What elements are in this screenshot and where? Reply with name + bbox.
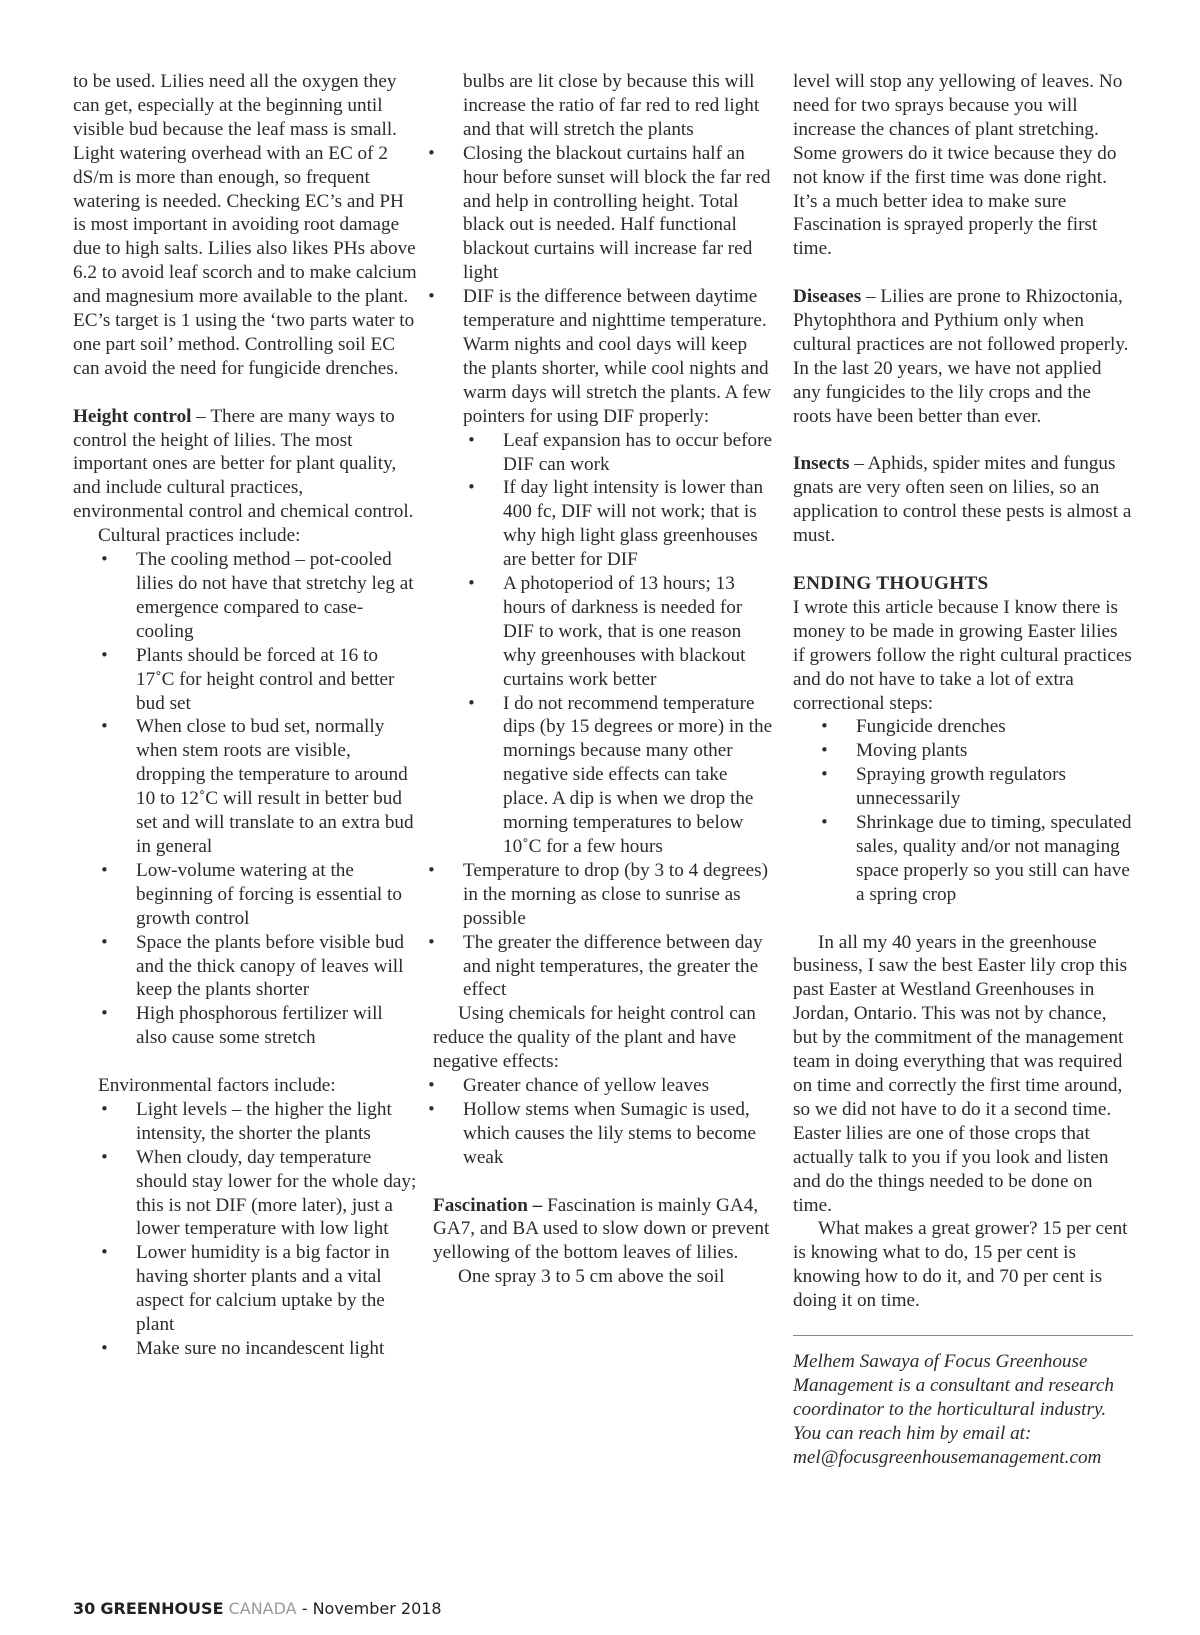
list-item: • Temperature to drop (by 3 to 4 degrees) in the morning as close to sunrise as possible — [400, 859, 773, 931]
list-item: • DIF is the difference between daytime temperature and nighttime temperature. Warm nights and cool days will keep the plants shorter, while cool nights and warm days will stretch the plants. A few pointers for using DIF properly: — [400, 285, 773, 428]
height-list — [400, 142, 773, 429]
publication-name: GREENHOUSE — [100, 1599, 224, 1618]
list-item: • Shrinkage due to timing, speculated sales, quality and/or not managing space properly so you still can have a spring crop — [793, 811, 1133, 907]
list-item: • High phosphorous fertilizer will also cause some stretch — [73, 1002, 418, 1050]
cultural-practices-list — [73, 548, 418, 1050]
cultural-practices-intro: Cultural practices include: — [98, 525, 301, 547]
height-control-heading: Height control — [73, 405, 192, 427]
dif-pointers-list — [400, 429, 773, 859]
list-item: • Light levels – the higher the light intensity, the shorter the plants — [73, 1098, 418, 1146]
chemicals-intro: Using chemicals for height control can reduce the quality of the plant and have negative effects: — [433, 1003, 756, 1073]
list-item: • Closing the blackout curtains half an hour before sunset will block the far red and help in controlling height. Total black out is needed. Half functional blackout curtains will increase far red light — [400, 142, 773, 285]
list-item: • I do not recommend temperature dips (by 15 degrees or more) in the mornings because many other negative side effects can take place. A dip is when we drop the morning temperatures to below 10˚C for a few hours — [400, 692, 773, 859]
fascination-paragraph — [433, 1194, 773, 1266]
intro-paragraph: to be used. Lilies need all the oxygen they can get, especially at the beginning until visible bud because the leaf mass is small. Light watering overhead with an EC of 2 dS/m is more than enough, so frequent watering is needed. Checking EC’s and PH is most important in avoiding root damage due to high salts. Lilies also likes PHs above 6.2 to avoid leaf scorch and to make calcium and magnesium more available to the plant. EC’s target is 1 using the ‘two parts water to one part soil’ method. Controlling soil EC can avoid the need for fungicide drenches. — [73, 71, 417, 379]
column-2 — [433, 70, 773, 1289]
diseases-paragraph — [793, 285, 1133, 428]
list-item: • Fungicide drenches — [793, 715, 1133, 739]
issue-date: - November 2018 — [301, 1599, 442, 1618]
ending-thoughts-list — [793, 715, 1133, 906]
diseases-heading: Diseases — [793, 286, 862, 308]
page-number: 30 — [73, 1599, 96, 1618]
insects-paragraph — [793, 452, 1133, 548]
list-item: • When close to bud set, normally when stem roots are visible, dropping the temperature to around 10 to 12˚C will result in better bud set and will translate to an extra bud in general — [73, 715, 418, 858]
list-item: • Lower humidity is a big factor in having shorter plants and a vital aspect for calcium uptake by the plant — [73, 1241, 418, 1337]
list-item: • Greater chance of yellow leaves — [400, 1074, 773, 1098]
continued-list-item: bulbs are lit close by because this will increase the ratio of far red to red light and that will stretch the plants — [463, 71, 760, 140]
page-footer — [73, 1599, 442, 1618]
diseases-text: – Lilies are prone to Rhizoctonia, Phytophthora and Pythium only when cultural practices are not followed properly. In the last 20 years, we have not applied any fungicides to the lily crops and the roots have been better than ever. — [793, 286, 1129, 427]
list-item: • Space the plants before visible bud and the thick canopy of leaves will keep the plants shorter — [73, 931, 418, 1003]
list-item: • The cooling method – pot-cooled lilies do not have that stretchy leg at emergence compared to case-cooling — [73, 548, 418, 644]
column-1 — [73, 70, 418, 1361]
list-item: • Hollow stems when Sumagic is used, which causes the lily stems to become weak — [400, 1098, 773, 1170]
list-item: • The greater the difference between day and night temperatures, the greater the effect — [400, 931, 773, 1003]
closing-paragraph-1: In all my 40 years in the greenhouse business, I saw the best Easter lily crop this past Easter at Westland Greenhouses in Jordan, Ontario. This was not by chance, but by the commitment of the management team in doing everything that was required on time and correctly the first time around, so we did not have to do it a second time. Easter lilies are one of those crops that actually talk to you if you look and listen and do the things needed to be done on time. — [793, 931, 1128, 1216]
list-item: • Low-volume watering at the beginning of forcing is essential to growth control — [73, 859, 418, 931]
fascination-continued: level will stop any yellowing of leaves. No need for two sprays because you will increase the chances of plant stretching. Some growers do it twice because they do not know if the first time was done right. It’s a much better idea to make sure Fascination is sprayed properly the first time. — [793, 71, 1123, 260]
spray-paragraph: One spray 3 to 5 cm above the soil — [458, 1266, 725, 1288]
chemicals-list — [400, 1074, 773, 1170]
list-item: • Leaf expansion has to occur before DIF can work — [400, 429, 773, 477]
list-item: • If day light intensity is lower than 400 fc, DIF will not work; that is why high light glass greenhouses are better for DIF — [400, 476, 773, 572]
author-bio: Melhem Sawaya of Focus Greenhouse Management is a consultant and research coordinator to the horticultural industry. You can reach him by email at: mel@focusgreenhousemanagement.com — [793, 1351, 1114, 1468]
list-item: • Moving plants — [793, 739, 1133, 763]
publication-name-suffix: CANADA — [228, 1599, 297, 1618]
temperature-list — [400, 859, 773, 1002]
list-item: • Spraying growth regulators unnecessarily — [793, 763, 1133, 811]
ending-thoughts-paragraph: I wrote this article because I know there is money to be made in growing Easter lilies if growers follow the right cultural practices and do not have to take a lot of extra correctional steps: — [793, 596, 1132, 714]
list-item: • A photoperiod of 13 hours; 13 hours of darkness is needed for DIF to work, that is one reason why greenhouses with blackout curtains work better — [400, 572, 773, 692]
list-item: • When cloudy, day temperature should stay lower for the whole day; this is not DIF (more later), just a lower temperature with low light — [73, 1146, 418, 1242]
fascination-heading: Fascination – — [433, 1194, 543, 1216]
environmental-factors-list — [73, 1098, 418, 1361]
insects-text: – Aphids, spider mites and fungus gnats are very often seen on lilies, so an application to control these pests is almost a must. — [793, 453, 1132, 547]
list-item: • Make sure no incandescent light — [73, 1337, 418, 1361]
column-3 — [793, 70, 1133, 1470]
height-control-paragraph — [73, 405, 418, 525]
environmental-factors-intro: Environmental factors include: — [98, 1075, 336, 1097]
insects-heading: Insects — [793, 453, 850, 475]
list-item: • Plants should be forced at 16 to 17˚C for height control and better bud set — [73, 644, 418, 716]
fascination-text: Fascination is mainly GA4, GA7, and BA used to slow down or prevent yellowing of the bottom leaves of lilies. — [433, 1194, 770, 1264]
height-control-text: – There are many ways to control the height of lilies. The most important ones are better for plant quality, and include cultural practices, environmental control and chemical control. — [73, 405, 414, 523]
closing-paragraph-2: What makes a great grower? 15 per cent is knowing what to do, 15 per cent is knowing how to do it, and 70 per cent is doing it on time. — [793, 1218, 1128, 1312]
ending-thoughts-heading: ENDING THOUGHTS — [793, 572, 989, 594]
divider — [793, 1335, 1133, 1336]
